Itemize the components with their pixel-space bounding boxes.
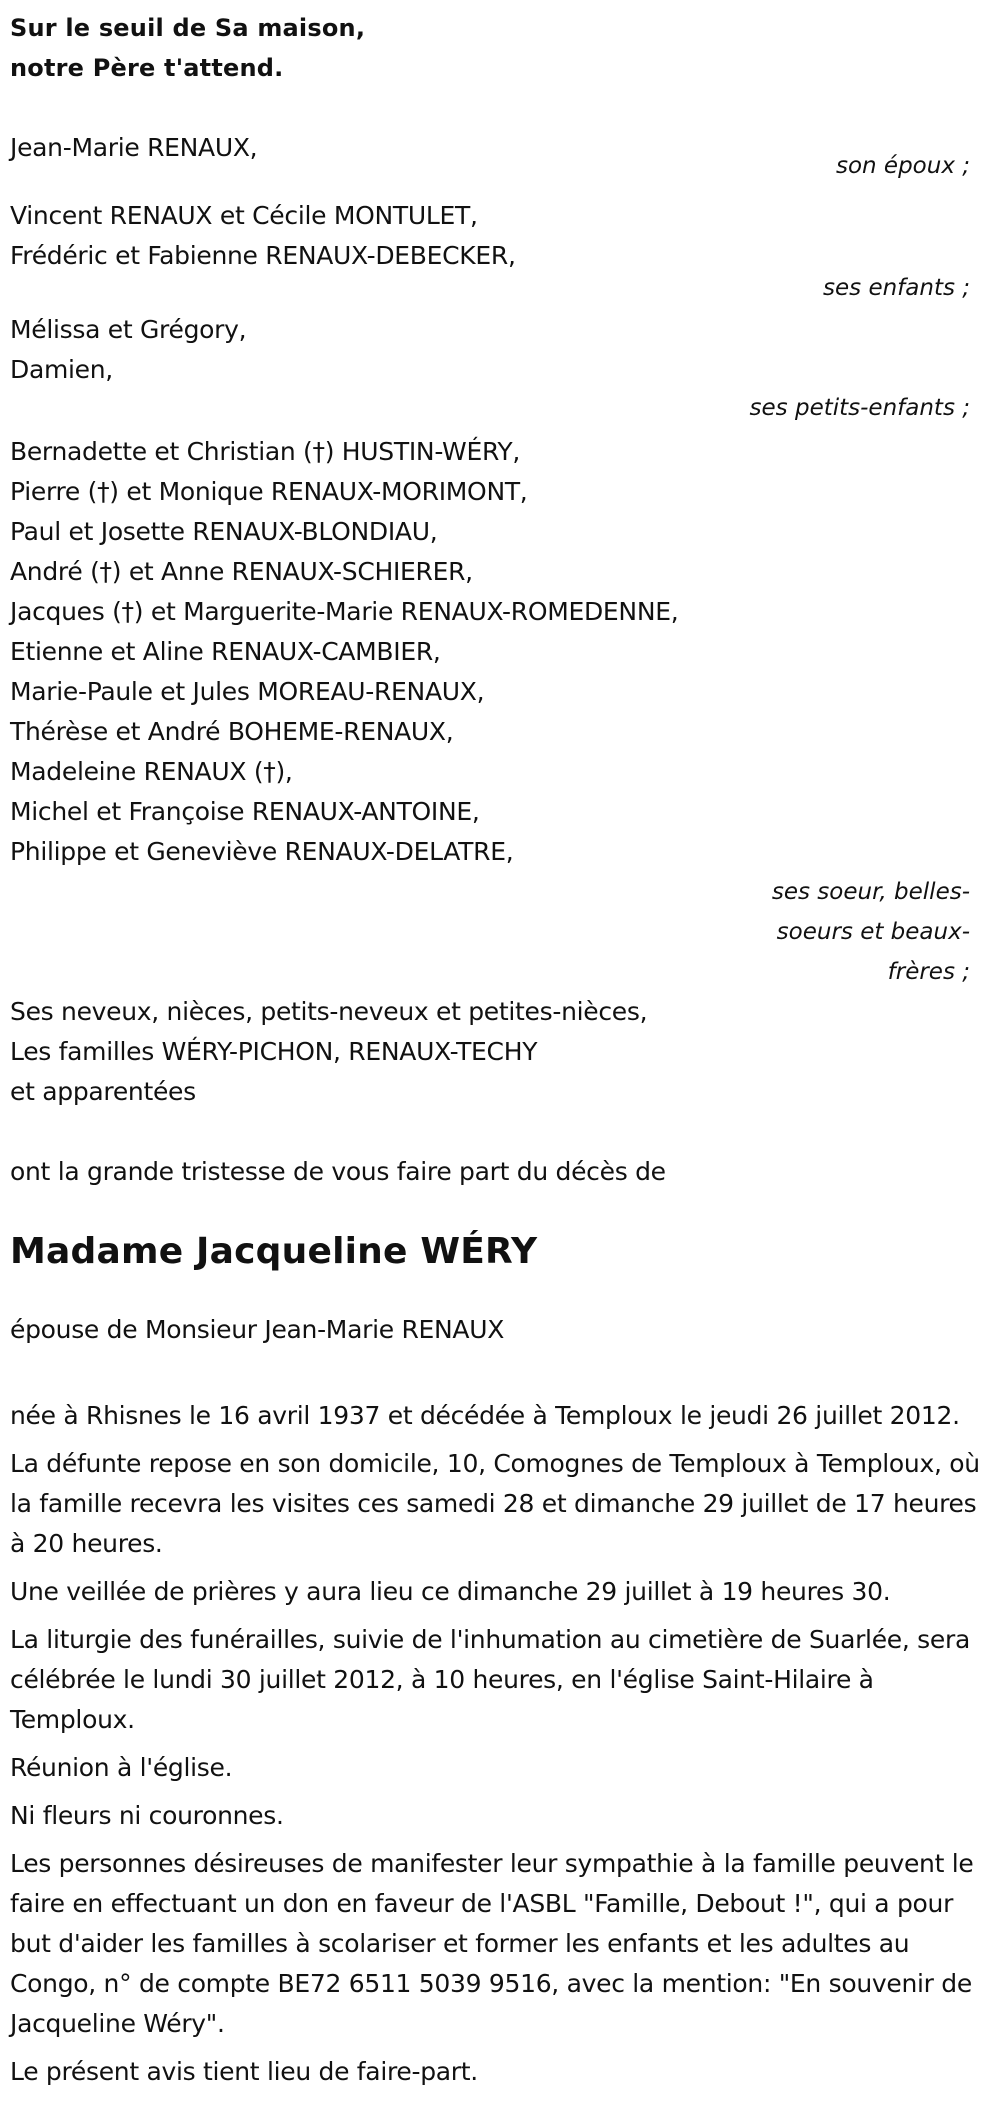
family-name-line: Michel et Françoise RENAUX-ANTOINE,: [10, 797, 480, 826]
family-group-grandchildren: [10, 310, 970, 428]
family-name-line: Thérèse et André BOHEME-RENAUX,: [10, 717, 454, 746]
family-name-line: Frédéric et Fabienne RENAUX-DEBECKER,: [10, 241, 516, 270]
announcement-text: ont la grande tristesse de vous faire part du décès de: [10, 1157, 666, 1186]
relation-label: ses enfants ;: [823, 275, 970, 301]
epigraph-line: notre Père t'attend.: [10, 54, 284, 82]
detail-no-flowers: Ni fleurs ni couronnes.: [10, 1801, 284, 1830]
relation-label-line: frères ;: [887, 959, 970, 985]
family-name-line: Damien,: [10, 355, 113, 384]
family-name-line: Mélissa et Grégory,: [10, 315, 247, 344]
relation-label-line: soeurs et beaux-: [776, 919, 970, 945]
deceased-name: Madame Jacqueline WÉRY: [10, 1231, 538, 1272]
family-name-line: Marie-Paule et Jules MOREAU-RENAUX,: [10, 677, 485, 706]
relation-label: ses petits-enfants ;: [749, 395, 970, 421]
family-name-line: Etienne et Aline RENAUX-CAMBIER,: [10, 637, 441, 666]
family-name-line: Paul et Josette RENAUX-BLONDIAU,: [10, 517, 438, 546]
family-name-line: Jean-Marie RENAUX,: [10, 133, 258, 162]
relation-label: son époux ;: [835, 153, 970, 179]
detail-donation: Les personnes désireuses de manifester leur sympathie à la famille peuvent le faire en effectuant un don en faveur de l'ASBL "Famille, Debout !", qui a pour but d'aider les familles à scolariser et former les enfants et les adultes au Congo, n° de compte BE72 6511 5039 9516, avec la mention: "En souvenir de Jacqueline Wéry".: [10, 1849, 974, 2038]
relation-label-line: ses soeur, belles-: [771, 879, 970, 905]
family-name-line: Les familles WÉRY-PICHON, RENAUX-TECHY: [10, 1037, 538, 1066]
detail-notice: Le présent avis tient lieu de faire-part.: [10, 2057, 478, 2086]
family-name-line: Madeleine RENAUX (†),: [10, 757, 293, 786]
family-name-line: André (†) et Anne RENAUX-SCHIERER,: [10, 557, 473, 586]
detail-funeral-liturgy: La liturgie des funérailles, suivie de l'inhumation au cimetière de Suarlée, sera célébrée le lundi 30 juillet 2012, à 10 heures, en l'église Saint-Hilaire à Temploux.: [10, 1625, 970, 1734]
family-name-line: Pierre (†) et Monique RENAUX-MORIMONT,: [10, 477, 528, 506]
epigraph-line: Sur le seuil de Sa maison,: [10, 14, 366, 42]
family-name-line: Philippe et Geneviève RENAUX-DELATRE,: [10, 837, 514, 866]
family-group-children: [10, 196, 970, 308]
family-name-line: Ses neveux, nièces, petits-neveux et petites-nièces,: [10, 997, 648, 1026]
family-group-extended: [10, 992, 970, 1112]
epigraph: [10, 0, 970, 88]
deceased-spouse-of: épouse de Monsieur Jean-Marie RENAUX: [10, 1315, 505, 1344]
family-name-line: Vincent RENAUX et Cécile MONTULET,: [10, 201, 478, 230]
family-name-line: Jacques (†) et Marguerite-Marie RENAUX-ROMEDENNE,: [10, 597, 679, 626]
relation-label: [10, 872, 970, 992]
family-name-line: et apparentées: [10, 1077, 196, 1106]
family-group-spouse: [10, 128, 970, 186]
detail-gathering: Réunion à l'église.: [10, 1753, 233, 1782]
detail-visitation: La défunte repose en son domicile, 10, Comognes de Temploux à Temploux, où la famille recevra les visites ces samedi 28 et dimanche 29 juillet de 17 heures à 20 heures.: [10, 1449, 980, 1558]
family-group-siblings: [10, 432, 970, 992]
detail-birth-death: née à Rhisnes le 16 avril 1937 et décédée à Temploux le jeudi 26 juillet 2012.: [10, 1401, 960, 1430]
funeral-details: [10, 1396, 980, 2092]
family-name-line: Bernadette et Christian (†) HUSTIN-WÉRY,: [10, 437, 521, 466]
detail-vigil: Une veillée de prières y aura lieu ce dimanche 29 juillet à 19 heures 30.: [10, 1577, 891, 1606]
